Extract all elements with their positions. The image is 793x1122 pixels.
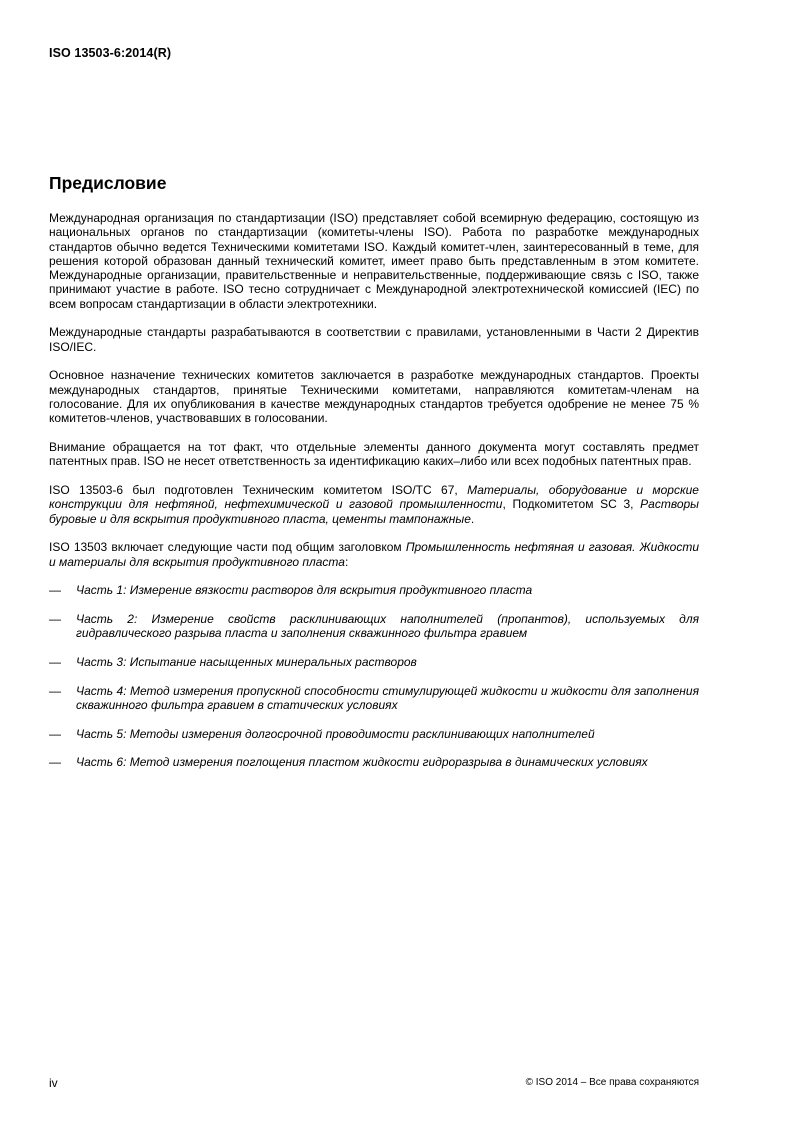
general-title: Промышленность нефтяная и газовая. Жидкости и материалы для вскрытия продуктивного пласта: [49, 540, 699, 569]
list-item: [49, 612, 699, 641]
list-item: [49, 655, 699, 669]
list-item: [49, 583, 699, 597]
part-title: Часть 3: Испытание насыщенных минеральных растворов: [76, 654, 417, 669]
parts-intro-text: ISO 13503 включает следующие части под общим заголовком: [49, 540, 406, 555]
list-dash: —: [49, 726, 61, 741]
page-number: iv: [49, 1076, 58, 1090]
paragraph-committees: Основное назначение технических комитетов заключается в разработке международных стандартов. Проекты международных стандартов, принятые Техническими комитетами, направляются комитетам-членам на голосование. Для их опубликования в качестве международных стандартов требуется одобрение не менее 75 % комитетов-членов, участвовавших в голосовании.: [49, 368, 699, 426]
document-body: [49, 211, 699, 784]
paragraph-directives: Международные стандарты разрабатываются в соответствии с правилами, установленными в Части 2 Директив ISO/IEC.: [49, 325, 699, 354]
paragraph-iso-description: Международная организация по стандартизации (ISO) представляет собой всемирную федерацию, состоящую из национальных органов по стандартизации (комитеты-члены ISO). Работа по разработке международных стандартов обычно ведется Техническими комитетами ISO. Каждый комитет-член, заинтересованный в теме, для решения которой образован данный технический комитет, имеет право быть представленным в этом комитете. Международные организации, правительственные и неправительственные, поддерживающие связь с ISO, также принимают участие в работе. ISO тесно сотрудничает с Международной электротехнической комиссией (IEC) по всем вопросам стандартизации в области электротехники.: [49, 211, 699, 311]
list-dash: —: [49, 611, 61, 626]
paragraph-patents: Внимание обращается на тот факт, что отдельные элементы данного документа могут составлять предмет патентных прав. ISO не несет ответственность за идентификацию каких–либо или всех подобных патентных прав.: [49, 440, 699, 469]
list-dash: —: [49, 583, 61, 598]
document-identifier: ISO 13503-6:2014(R): [49, 46, 172, 60]
paragraph-preparation: [49, 483, 699, 526]
list-dash: —: [49, 755, 61, 770]
section-title: Предисловие: [49, 173, 167, 193]
list-item: [49, 755, 699, 769]
part-title: Часть 1: Измерение вязкости растворов для вскрытия продуктивного пласта: [76, 583, 533, 598]
parts-list: [49, 583, 699, 769]
parts-intro-colon: :: [344, 554, 349, 569]
list-item: [49, 684, 699, 713]
list-item: [49, 727, 699, 741]
preparation-text-2: , Подкомитетом SC 3,: [502, 497, 641, 512]
list-dash: —: [49, 654, 61, 669]
part-title: Часть 4: Метод измерения пропускной способности стимулирующей жидкости и жидкости для заполнения скважинного фильтра гравием в статических условиях: [76, 683, 699, 712]
part-title: Часть 6: Метод измерения поглощения пластом жидкости гидроразрыва в динамических условиях: [76, 755, 648, 770]
subcommittee-title: Растворы буровые и для вскрытия продуктивного пласта, цементы тампонажные: [49, 497, 699, 526]
committee-title: Материалы, оборудование и морские конструкции для нефтяной, нефтехимической и газовой промышленности: [49, 483, 699, 512]
preparation-text-1: ISO 13503-6 был подготовлен Техническим комитетом ISO/TC 67,: [49, 483, 468, 498]
copyright-notice: © ISO 2014 – Все права сохраняются: [525, 1077, 699, 1088]
list-dash: —: [49, 683, 61, 698]
part-title: Часть 5: Методы измерения долгосрочной проводимости расклинивающих наполнителей: [76, 726, 595, 741]
preparation-text-3: .: [470, 511, 475, 526]
part-title: Часть 2: Измерение свойств расклинивающих наполнителей (пропантов), используемых для гидравлического разрыва пласта и заполнения скважинного фильтра гравием: [76, 611, 699, 641]
paragraph-parts-intro: [49, 540, 699, 569]
